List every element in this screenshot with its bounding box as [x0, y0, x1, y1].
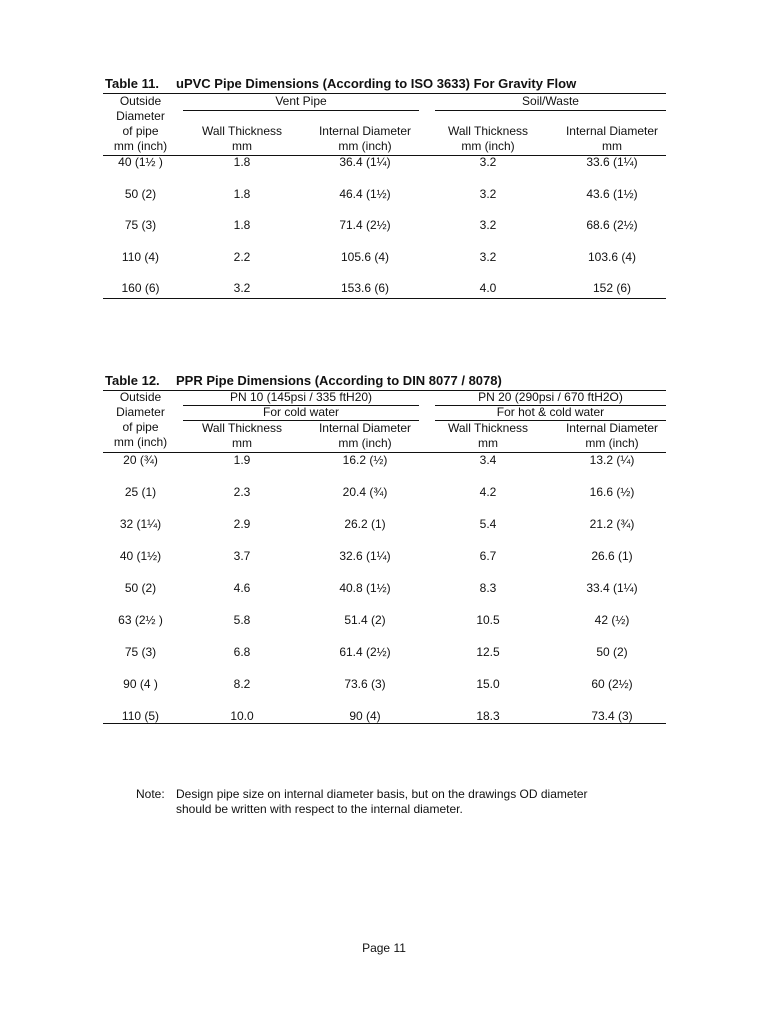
- table-cell: 40 (1½): [119, 549, 162, 563]
- table-cell: 3.7: [233, 549, 251, 563]
- table-cell: 105.6 (4): [340, 249, 390, 264]
- table-cell: 20.4 (¾): [342, 485, 388, 499]
- table-11-vent-rule: [183, 110, 419, 111]
- table-cell: 51.4 (2): [344, 613, 386, 627]
- table-cell: 42 (½): [594, 613, 630, 627]
- table-11-caption: [105, 76, 576, 91]
- table-cell: 1.9: [233, 453, 251, 467]
- table-12-title: PPR Pipe Dimensions (According to DIN 8077 / 8078): [176, 373, 502, 388]
- table-cell: 90 (4 ): [123, 677, 158, 691]
- table-11-col-soil-id: Internal Diameter mm: [565, 124, 659, 153]
- table-12-number: Table 12.: [105, 373, 160, 388]
- table-cell: 3.4: [479, 453, 497, 467]
- table-cell: 71.4 (2½): [339, 218, 391, 232]
- table-cell: 25 (1): [124, 485, 157, 499]
- table-11-bottom-rule: [103, 298, 666, 299]
- table-11-number: Table 11.: [105, 76, 159, 91]
- note-label: Note:: [136, 787, 165, 801]
- table-cell: 4.2: [479, 485, 497, 499]
- table-cell: 26.2 (1): [344, 517, 386, 531]
- table-cell: 21.2 (¾): [589, 517, 635, 531]
- table-cell: 75 (3): [124, 645, 157, 659]
- table-cell: 110 (4): [121, 249, 160, 264]
- table-12-col-pn10-id: Internal Diameter mm (inch): [318, 421, 412, 450]
- table-11-group-vent-pipe: Vent Pipe: [275, 94, 327, 108]
- table-12-od-header: Outside Diameter of pipe mm (inch): [113, 390, 168, 449]
- table-12-col-pn20-wall: Wall Thickness mm: [447, 421, 529, 450]
- table-cell: 46.4 (1½): [339, 186, 391, 201]
- table-cell: 6.7: [479, 549, 497, 563]
- table-11-col-vent-id: Internal Diameter mm (inch): [318, 124, 412, 153]
- table-cell: 8.3: [479, 581, 497, 595]
- table-11-col-vent-wall: Wall Thickness mm: [201, 124, 283, 153]
- table-cell: 153.6 (6): [340, 281, 390, 295]
- table-11-od-header: Outside Diameter of pipe mm (inch): [113, 94, 168, 153]
- table-cell: 73.4 (3): [591, 709, 633, 723]
- table-12-group-pn10-sub: For cold water: [262, 405, 340, 419]
- table-cell: 40 (1½ ): [118, 155, 163, 169]
- table-cell: 1.8: [233, 186, 251, 201]
- table-cell: 16.6 (½): [589, 485, 635, 499]
- table-cell: 110 (5): [121, 709, 160, 723]
- table-cell: 75 (3): [124, 218, 157, 232]
- table-cell: 50 (2): [596, 645, 628, 659]
- table-cell: 61.4 (2½): [339, 645, 391, 659]
- note-text: Design pipe size on internal diameter basis, but on the drawings OD diameter should be written with respect to the internal diameter.: [176, 787, 588, 816]
- table-cell: 60 (2½): [591, 677, 633, 691]
- table-cell: 33.6 (1¼): [586, 155, 638, 169]
- table-cell: 1.8: [233, 218, 251, 232]
- table-11-title: uPVC Pipe Dimensions (According to ISO 3633) For Gravity Flow: [176, 76, 577, 91]
- table-12-group-pn10: PN 10 (145psi / 335 ftH20): [229, 390, 373, 404]
- table-cell: 152 (6): [592, 281, 632, 295]
- table-11-group-soil-waste: Soil/Waste: [522, 94, 579, 108]
- table-cell: 68.6 (2½): [586, 218, 638, 232]
- table-12-bottom-rule: [103, 723, 666, 724]
- table-cell: 12.5: [476, 645, 500, 659]
- table-12-col-pn20-id: Internal Diameter mm (inch): [565, 421, 659, 450]
- table-cell: 1.8: [233, 155, 251, 169]
- table-cell: 36.4 (1¼): [339, 155, 391, 169]
- table-12-group-pn20-sub: For hot & cold water: [496, 405, 605, 419]
- table-12-group-pn20: PN 20 (290psi / 670 ftH2O): [478, 390, 623, 404]
- table-cell: 50 (2): [124, 186, 157, 201]
- table-cell: 90 (4): [349, 709, 381, 723]
- table-cell: 16.2 (½): [342, 453, 388, 467]
- table-cell: 4.0: [479, 281, 497, 295]
- table-cell: 15.0: [476, 677, 500, 691]
- table-cell: 2.2: [233, 249, 251, 264]
- table-11-col-soil-wall: Wall Thickness mm (inch): [447, 124, 529, 153]
- table-cell: 5.8: [233, 613, 251, 627]
- table-cell: 8.2: [233, 677, 251, 691]
- table-cell: 3.2: [233, 281, 251, 295]
- table-cell: 2.3: [233, 485, 251, 499]
- table-cell: 13.2 (¼): [589, 453, 635, 467]
- table-cell: 43.6 (1½): [586, 186, 638, 201]
- table-cell: 32.6 (1¼): [339, 549, 391, 563]
- table-cell: 2.9: [233, 517, 251, 531]
- table-12-caption: [105, 373, 502, 388]
- table-cell: 160 (6): [121, 281, 160, 295]
- table-cell: 73.6 (3): [344, 677, 386, 691]
- table-cell: 103.6 (4): [587, 249, 637, 264]
- table-cell: 40.8 (1½): [339, 581, 391, 595]
- table-cell: 3.2: [479, 155, 497, 169]
- table-cell: 32 (1¼): [119, 517, 162, 531]
- table-cell: 10.5: [476, 613, 500, 627]
- table-cell: 6.8: [233, 645, 251, 659]
- table-cell: 10.0: [230, 709, 254, 723]
- table-cell: 33.4 (1¼): [586, 581, 638, 595]
- table-cell: 5.4: [479, 517, 497, 531]
- table-cell: 3.2: [479, 218, 497, 232]
- table-cell: 4.6: [233, 581, 251, 595]
- table-12-col-pn10-wall: Wall Thickness mm: [201, 421, 283, 450]
- table-cell: 3.2: [479, 186, 497, 201]
- table-cell: 63 (2½ ): [118, 613, 163, 627]
- table-11-soil-rule: [435, 110, 666, 111]
- page-number: Page 11: [362, 941, 406, 955]
- table-cell: 18.3: [476, 709, 500, 723]
- table-cell: 20 (¾): [123, 453, 158, 467]
- table-cell: 26.6 (1): [591, 549, 633, 563]
- table-cell: 3.2: [479, 249, 497, 264]
- table-cell: 50 (2): [124, 581, 157, 595]
